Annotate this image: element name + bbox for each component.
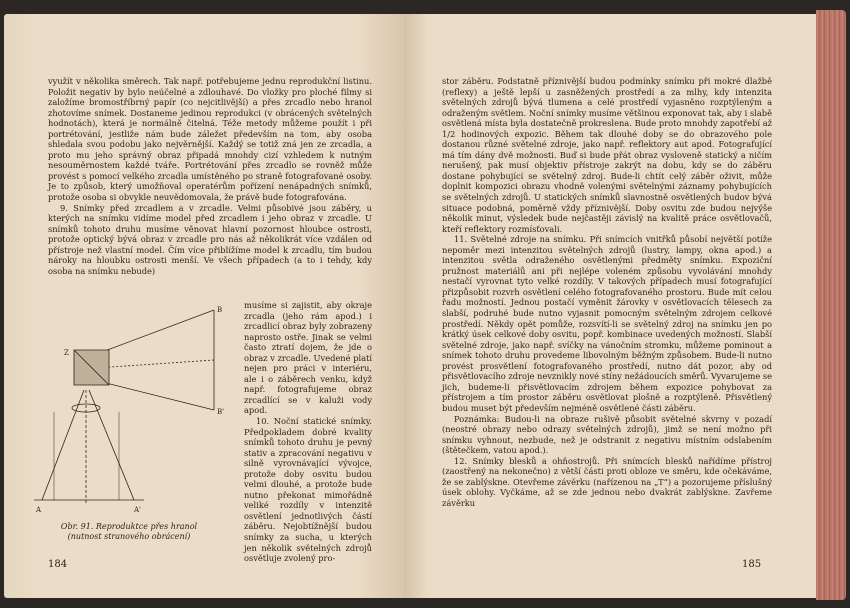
left-page-number: 184 [48, 559, 68, 570]
ray-bottom [94, 380, 214, 410]
label-a-prime: A' [134, 506, 141, 514]
right-page [404, 14, 816, 598]
left-column-text [244, 300, 372, 564]
right-paragraph-3: Poznámka: Budou-li na obraze rušivě působit světelné skvrny v pozadí (neostré obrazy nebo odrazy světelných zdrojů), jimž se není možno při snímku vyhnout, nezbude, než je odstranit z negativu místním odslabením (štětečkem, vatou apod.). [442, 413, 772, 456]
label-b-prime: B' [217, 408, 225, 416]
prism-diagram-svg [34, 300, 234, 515]
ray-down-right [89, 390, 134, 500]
label-a-left: A [36, 506, 42, 514]
left-paragraph-1: využít v několika směrech. Tak např. potřebujeme jednu reprodukční listinu. Položit negativ by bylo neúčelné a zdlouhavé. Do vložky pro ploché filmy si založíme bromostříbrný papír (co nejcitlivější) a přes zrcadlo nebo hranol zhotovíme snímek. Dostaneme jedinou reprodukci (v obrácených světelných hodnotách), která je normálně čitelná. Téže metody můžeme použít i při portrétování, jestliže nám bude záležet především na tom, aby osoba shledala svou podobu jako nejvěrnější. Každý se totiž zná jen ze zrcadla, a proto mu jeho správný obraz připadá mnohdy cizí vzhledem k nutným nesouměrnostem každé tváře. Portrétování přes zrcadlo se rovněž může provést s pomocí velkého zrcadla umístěného po straně fotografované osoby. Je to způsob, který umožňoval operatérům pořízení nenápadných snímků, protože osoba si obvykle neuvědomovala, že právě bude fotografována. [48, 76, 372, 203]
left-top-text [48, 76, 372, 276]
page-edges [816, 10, 846, 600]
prism-diagram [34, 300, 234, 515]
ray-down-left [42, 390, 84, 500]
left-column-paragraph-1: musíme si zajistit, aby okraje zrcadla (jeho rám apod.) i zrcadlicí obraz byly zobrazeny naprosto ostře. Jinak se velmi často ztratí dojem, že jde o obraz v zrcadle. Uvedené platí nejen pro práci v interiéru, ale i o záběrech venku, když např. fotografujeme obraz zrcadlící se v kaluži vody apod. [244, 300, 372, 416]
label-z: Z [64, 349, 69, 357]
label-b: B [217, 306, 223, 314]
right-page-number: 185 [742, 559, 762, 570]
right-text [442, 76, 772, 508]
left-page [4, 14, 404, 598]
right-paragraph-1: stor záběru. Podstatně příznivější budou podmínky snímku při mokré dlažbě (reflexy) a ještě lepší u zasněžených prostředí a za mlhy, kdy intenzita světelných zdrojů bývá tlumena a celé prostředí vyjasněno rozptýleným a odraženým světlem. Noční snímky musíme většinou exponovat tak, aby i slabě osvětlená místa byla dostatečně prokreslena. Bude proto mnohdy zapotřebí až 1/2 hodinových expozic. Během tak dlouhé doby se do obrazového pole dostanou různé světelné zdroje, jako např. reflektory aut apod. Fotografující má tím dány dvě možnosti. Buď si bude přát obraz vysloveně statický a ničím nerušený, pak musí objektiv přístroje zakrýt na dobu, kdy se do záběru dostane pohybující se světelný zdroj. Bude-li chtít celý záběr oživit, může doplnit kompozici obrazu vhodně volenými světelnými záznamy pohybujících se světelných zdrojů. U statických snímků slavnostně osvětlených budov bývá situace podobná, poměrně vždy příznivější. Doby osvitu zde budou nejvýše několik minut, výsledek bude nejčastěji závislý na kvalitě práce osvětlovačů, kteří reflektory rozmísťovali. [442, 76, 772, 234]
caption-subtitle: (nutnost stranového obrácení) [67, 532, 191, 541]
right-paragraph-4: 12. Snímky blesků a ohňostrojů. Při snímcích blesků nařídíme přístroj (zaostřený na nekonečno) z větší části proti obloze ve směru, kde očekáváme, že se zablýskne. Otevřeme závěrku (nařízenou na „T“) a pozorujeme příslušný úsek oblohy. Vyčkáme, až se zde jednou nebo dvakrát zablýskne. Zavřeme závěrku [442, 455, 772, 508]
right-paragraph-2: 11. Světelné zdroje na snímku. Při snímcích vnitřků působí největší potíže nepoměr mezi intenzitou světelných zdrojů (lustry, lampy, okna apod.) a intenzitou světla odraženého osvětlenými předměty snímku. Expoziční pružnost materiálů ani při nejlépe voleném způsobu vyvolávání mnohdy nestačí vyrovnat tyto velké rozdíly. V takových případech musí fotografující přizpůsobit rozvrh osvětlení celého fotografovaného prostoru. Bude mít celou řadu možností. Jednou postačí vyměnit žárovky v osvětlovacích tělesech za slabší, podruhé bude nutno vyjasnit pomocným světelným zdrojem celkové prostředí. Někdy opět pomůže, rozsvítí-li se světelný zdroj na snímku jen po krátký úsek celkové doby osvitu, popř. kombinace uvedených možností. Slabší světelné zdroje, jako např. svíčky na vánočním stromku, můžeme pominout a snímek tohoto druhu provedeme libovolným běžným způsobem. Bude-li nutno provést prosvětlení fotografovaného prostředí, nutno dát pozor, aby od přisvětlovacího zdroje nevznikly nové stíny nežádoucích směrů. Vyvarujeme se jich, budeme-li přisvětlovacím zdrojem během expozice pohybovat za přístrojem a tím prostor záběru osvětlovat plošně a rozptýleně. Přisvětlený budou muset být především nejméně osvětlené části záběru. [442, 234, 772, 413]
ray-top [94, 310, 214, 355]
left-paragraph-2: 9. Snímky před zrcadlem a v zrcadle. Velmi působivé jsou záběry, u kterých na snímku vidíme model před zrcadlem i jeho obraz v zrcadle. U snímků tohoto druhu musíme věnovat hlavní pozornost hloubce ostrosti, protože optický bývá obraz v zrcadle pro nás až několikrát více vzdálen od přístroje než vlastní model. Čím více přiblížíme model k zrcadlu, tím budou nároky na hloubku ostrosti menší. Ve všech případech (a to i tehdy, kdy osoba na snímku nebude) [48, 202, 372, 276]
figure-caption [44, 522, 214, 542]
left-column-paragraph-2: 10. Noční statické snímky. Předpokladem dobré kvality snímků tohoto druhu je pevný stativ a zpracování negativu v silně vyrovnávající vývojce, protože doby osvitu budou velmi dlouhé, a protože bude nutno překonat mimořádně veliké rozdíly v intenzitě osvětlení jednotlivých částí záběru. Nejobtížnější budou snímky za sucha, u kterých jen několik světelných zdrojů osvětluje zvolený pro- [244, 416, 372, 564]
ray-mid [96, 360, 214, 368]
caption-title: Obr. 91. Reproduktce přes hranol [60, 522, 198, 531]
